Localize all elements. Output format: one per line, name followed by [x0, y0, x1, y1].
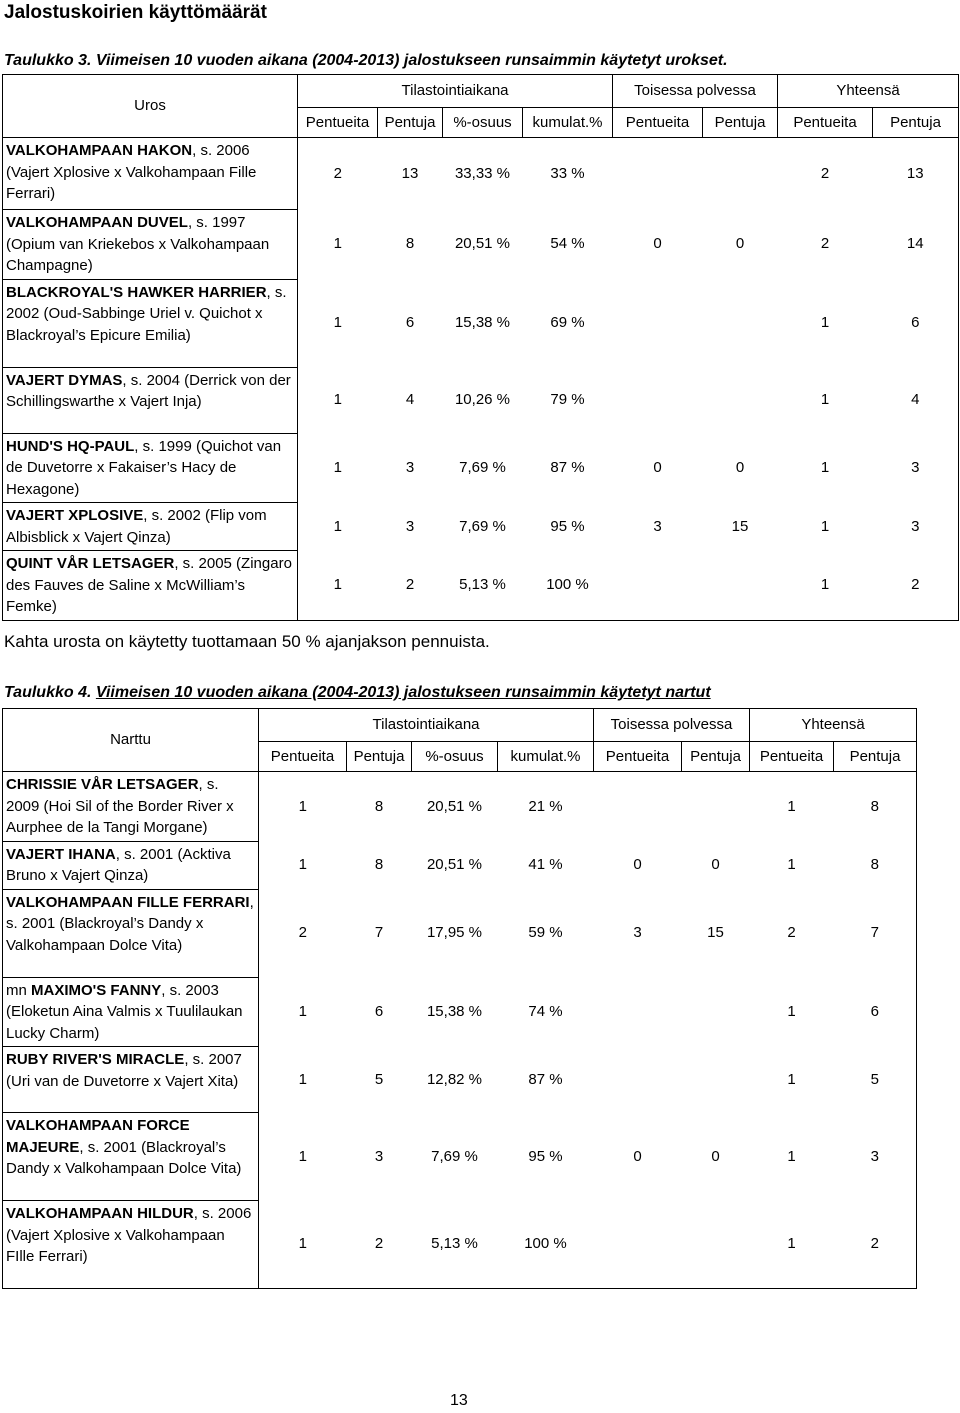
table4-header-pentueita-2: Pentueita [594, 742, 682, 772]
value-cell: 20,51 % [426, 797, 483, 815]
value-cell: 0 [633, 1147, 642, 1165]
value-cell: 1 [333, 517, 342, 535]
dog-name-cell [3, 503, 298, 551]
dog-details: , s. 1997 (Opium van Kriekebos x Valkohampaan Champagne) [6, 214, 270, 274]
dog-details: , s. 2009 (Hoi Sil of the Border River x Aurphee de la Tangi Morgane) [6, 776, 234, 836]
value-cell: 1 [787, 1147, 796, 1165]
table3-caption-text: Viimeisen 10 vuoden aikana (2004-2013) jalostukseen runsaimmin käytetyt urokset. [95, 52, 728, 69]
value-cell: 3 [633, 924, 642, 941]
value-cell [594, 1201, 682, 1289]
value-cell: 8 [834, 841, 917, 889]
value-cell: 2 [347, 1201, 412, 1289]
table4-nartut [2, 708, 917, 1289]
page-number: 13 [450, 1392, 468, 1409]
value-cell: 0 [633, 856, 642, 873]
table4-header-pentuja: Pentuja [347, 742, 412, 772]
value-cell: 7 [374, 924, 384, 941]
table4-header-osuus: %-osuus [412, 742, 498, 772]
value-cell: 2 [820, 235, 830, 253]
value-cell: 2 [298, 924, 307, 941]
table4-name-header: Narttu [3, 709, 259, 772]
value-cell [594, 977, 682, 1047]
dog-details: , s. 2003 (Eloketun Aina Valmis x Tuulilaukan Lucky Charm) [6, 981, 243, 1042]
dog-details: , s. 2001 (Acktiva Bruno x Vajert Qinza) [6, 845, 231, 884]
value-cell: 4 [873, 367, 959, 433]
dog-name-cell [3, 841, 259, 889]
dog-name: VAJERT XPLOSIVE [6, 507, 144, 524]
value-cell: 1 [333, 391, 342, 408]
value-cell: 14 [873, 210, 959, 280]
dog-name-cell [3, 210, 298, 280]
table4-group-yhteensa: Yhteensä [750, 709, 917, 742]
value-cell: 6 [374, 1002, 384, 1020]
value-cell: 17,95 % [426, 924, 483, 941]
value-cell: 6 [873, 279, 959, 367]
value-cell: 2 [873, 551, 959, 621]
value-cell: 8 [834, 772, 917, 842]
value-cell: 2 [333, 164, 342, 182]
table3-header-osuus: %-osuus [443, 108, 523, 138]
table-row [3, 138, 959, 210]
dog-name: VALKOHAMPAAN FORCE MAJEURE [6, 1117, 190, 1156]
value-cell: 20,51 % [454, 235, 511, 253]
table-row [3, 551, 959, 621]
value-cell: 1 [298, 1002, 307, 1020]
dog-details: , s. 2006 (Vajert Xplosive x Valkohampaan FIlle Ferrari) [6, 1205, 252, 1265]
table4-header-pentuja-total: Pentuja [834, 742, 917, 772]
value-cell [682, 1047, 750, 1113]
value-cell: 54 % [550, 235, 585, 253]
value-cell: 1 [298, 856, 307, 873]
value-cell: 15 [707, 924, 724, 941]
value-cell: 13 [401, 164, 419, 182]
dog-name-cell [3, 367, 298, 433]
dog-name-cell [3, 889, 259, 977]
value-cell: 3 [374, 1147, 384, 1165]
value-cell: 41 % [528, 856, 563, 873]
value-cell: 3 [405, 517, 415, 535]
dog-name: VALKOHAMPAAN HILDUR [6, 1205, 194, 1222]
value-cell: 2 [787, 924, 796, 941]
value-cell: 0 [653, 235, 662, 253]
value-cell: 95 % [550, 517, 585, 535]
table4-header-kumulat: kumulat.% [498, 742, 594, 772]
value-cell: 1 [787, 1070, 796, 1088]
value-cell: 2 [378, 551, 443, 621]
table3-name-header: Uros [3, 75, 298, 138]
value-cell: 1 [298, 1070, 307, 1088]
table-row [3, 772, 917, 842]
table-row [3, 1047, 917, 1113]
value-cell: 0 [735, 235, 745, 253]
value-cell: 4 [405, 391, 415, 408]
value-cell: 1 [298, 1147, 307, 1165]
table3-caption-prefix: Taulukko 3. [4, 52, 96, 69]
value-cell: 1 [820, 391, 830, 408]
value-cell: 7,69 % [459, 458, 506, 476]
value-cell: 13 [873, 138, 959, 210]
value-cell: 1 [820, 517, 830, 535]
value-cell: 33,33 % [454, 164, 511, 182]
value-cell: 8 [405, 235, 415, 253]
value-cell: 6 [405, 314, 415, 331]
dog-details: , s. 2004 (Derrick von der Schillingswarthe x Vajert Inja) [6, 371, 291, 410]
value-cell: 1 [333, 458, 342, 476]
value-cell: 7,69 % [459, 517, 506, 535]
table-row [3, 210, 959, 280]
page-title: Jalostuskoirien käyttömäärät [4, 2, 267, 23]
value-cell: 7 [834, 889, 917, 977]
value-cell: 2 [820, 164, 830, 182]
table3-group-yhteensa: Yhteensä [778, 75, 959, 108]
value-cell: 3 [405, 458, 415, 476]
value-cell: 15 [731, 517, 749, 535]
value-cell [703, 367, 778, 433]
value-cell: 7,69 % [431, 1147, 478, 1165]
table4-caption-prefix: Taulukko 4. [4, 684, 96, 701]
table3-header-pentuja-2: Pentuja [703, 108, 778, 138]
table3-group-tilastointiaikana: Tilastointiaikana [298, 75, 613, 108]
table4-group-toisessa-polvessa: Toisessa polvessa [594, 709, 750, 742]
value-cell [594, 772, 682, 842]
dog-details: , s. 2002 (Flip vom Albisblick x Vajert Qinza) [6, 507, 267, 546]
dog-name-cell [3, 551, 298, 621]
value-cell: 1 [820, 458, 830, 476]
value-cell [594, 1047, 682, 1113]
table-row [3, 841, 917, 889]
dog-name-cell [3, 977, 259, 1047]
value-cell: 79 % [550, 391, 585, 408]
value-cell: 87 % [528, 1070, 563, 1088]
value-cell: 87 % [550, 458, 585, 476]
dog-name: RUBY RIVER'S MIRACLE [6, 1051, 185, 1068]
dog-name: VAJERT IHANA [6, 845, 116, 863]
value-cell: 3 [873, 503, 959, 551]
table-row [3, 977, 917, 1047]
value-cell: 1 [778, 551, 873, 621]
dog-name: MAXIMO'S FANNY [31, 981, 162, 999]
table3-header-pentueita-2: Pentueita [613, 108, 703, 138]
table-row [3, 889, 917, 977]
value-cell [703, 138, 778, 210]
value-cell: 1 [259, 1201, 347, 1289]
table3-header-kumulat: kumulat.% [523, 108, 613, 138]
table-row [3, 367, 959, 433]
value-cell [682, 977, 750, 1047]
value-cell: 33 % [550, 164, 585, 182]
value-cell: 1 [787, 856, 796, 873]
value-cell [703, 279, 778, 367]
table4-header-pentuja-2: Pentuja [682, 742, 750, 772]
value-cell: 5 [834, 1047, 917, 1113]
value-cell: 15,38 % [454, 314, 511, 331]
dog-name-cell [3, 433, 298, 503]
value-cell: 0 [735, 458, 745, 476]
dog-name: BLACKROYAL'S HAWKER HARRIER [6, 283, 267, 301]
table4-caption [4, 684, 711, 702]
value-cell: 74 % [528, 1002, 563, 1020]
dog-details: , s. 2007 (Uri van de Duvetorre x Vajert Xita) [6, 1051, 242, 1090]
value-cell: 1 [298, 797, 307, 815]
note-text: Kahta urosta on käytetty tuottamaan 50 % ajanjakson pennuista. [4, 632, 490, 651]
value-cell: 0 [653, 458, 662, 476]
value-cell: 1 [333, 314, 342, 331]
table-row [3, 433, 959, 503]
dog-name: QUINT VÅR LETSAGER [6, 555, 175, 572]
value-cell: 10,26 % [454, 391, 511, 408]
dog-name: CHRISSIE VÅR LETSAGER [6, 776, 199, 793]
value-cell: 21 % [528, 797, 563, 815]
table3-header-pentueita-total: Pentueita [778, 108, 873, 138]
dog-name: VALKOHAMPAAN DUVEL [6, 214, 188, 231]
value-cell: 15,38 % [426, 1002, 483, 1020]
dog-details: , s. 2005 (Zingaro des Fauves de Saline x McWilliam’s Femke) [6, 555, 292, 615]
value-cell: 100 % [498, 1201, 594, 1289]
value-cell: 20,51 % [426, 856, 483, 873]
dog-name-cell [3, 138, 298, 210]
value-cell: 2 [834, 1201, 917, 1289]
value-cell: 0 [711, 856, 720, 873]
dog-name: VALKOHAMPAAN HAKON [6, 142, 193, 159]
value-cell [613, 279, 703, 367]
dog-details: , s. 2002 (Oud-Sabbinge Uriel v. Quichot x Blackroyal’s Epicure Emilia) [6, 283, 287, 344]
value-cell: 1 [750, 1201, 834, 1289]
table3-header-pentueita: Pentueita [298, 108, 378, 138]
table4-header-pentueita: Pentueita [259, 742, 347, 772]
name-prefix: mn [6, 981, 32, 999]
dog-details: , s. 2006 (Vajert Xplosive x Valkohampaan Fille Ferrari) [6, 142, 257, 202]
value-cell: 100 % [523, 551, 613, 621]
dog-name-cell [3, 1113, 259, 1201]
value-cell: 1 [298, 551, 378, 621]
value-cell: 5,13 % [443, 551, 523, 621]
table3-urokset [2, 74, 959, 621]
dog-name: VAJERT DYMAS [6, 371, 123, 389]
table4-group-tilastointiaikana: Tilastointiaikana [259, 709, 594, 742]
value-cell [613, 138, 703, 210]
value-cell: 1 [787, 1002, 796, 1020]
table-row [3, 1201, 917, 1289]
value-cell: 1 [787, 797, 796, 815]
dog-name: VALKOHAMPAAN FILLE FERRARI [6, 893, 250, 911]
value-cell: 95 % [528, 1147, 563, 1165]
table-row [3, 503, 959, 551]
value-cell [613, 551, 703, 621]
value-cell: 0 [711, 1147, 720, 1165]
value-cell: 3 [834, 1113, 917, 1201]
value-cell: 6 [834, 977, 917, 1047]
dog-details: , s. 2001 (Blackroyal’s Dandy x Valkohampaan Dolce Vita) [6, 1138, 242, 1177]
table-row [3, 279, 959, 367]
value-cell: 59 % [528, 924, 563, 941]
table4-header-pentueita-total: Pentueita [750, 742, 834, 772]
value-cell: 3 [653, 517, 662, 535]
dog-name: HUND'S HQ-PAUL [6, 437, 135, 455]
value-cell: 5 [374, 1070, 384, 1088]
value-cell: 1 [333, 235, 342, 253]
table3-group-toisessa-polvessa: Toisessa polvessa [613, 75, 778, 108]
dog-details: , s. 1999 (Quichot van de Duvetorre x Fakaiser’s Hacy de Hexagone) [6, 437, 282, 498]
value-cell: 5,13 % [412, 1201, 498, 1289]
value-cell [682, 772, 750, 842]
dog-name-cell [3, 279, 298, 367]
value-cell: 3 [873, 433, 959, 503]
value-cell: 69 % [550, 314, 585, 331]
value-cell [613, 367, 703, 433]
value-cell: 12,82 % [426, 1070, 483, 1088]
value-cell: 8 [374, 856, 384, 873]
table3-header-pentuja: Pentuja [378, 108, 443, 138]
table3-header-pentuja-total: Pentuja [873, 108, 959, 138]
table4-caption-text: Viimeisen 10 vuoden aikana (2004-2013) jalostukseen runsaimmin käytetyt nartut [95, 684, 711, 701]
value-cell [682, 1201, 750, 1289]
table3-caption [4, 52, 728, 70]
value-cell: 8 [374, 797, 384, 815]
value-cell: 1 [820, 314, 830, 331]
table-row [3, 1113, 917, 1201]
dog-details: , s. 2001 (Blackroyal’s Dandy x Valkohampaan Dolce Vita) [6, 893, 254, 954]
value-cell [703, 551, 778, 621]
dog-name-cell [3, 1047, 259, 1113]
dog-name-cell [3, 1201, 259, 1289]
dog-name-cell [3, 772, 259, 842]
